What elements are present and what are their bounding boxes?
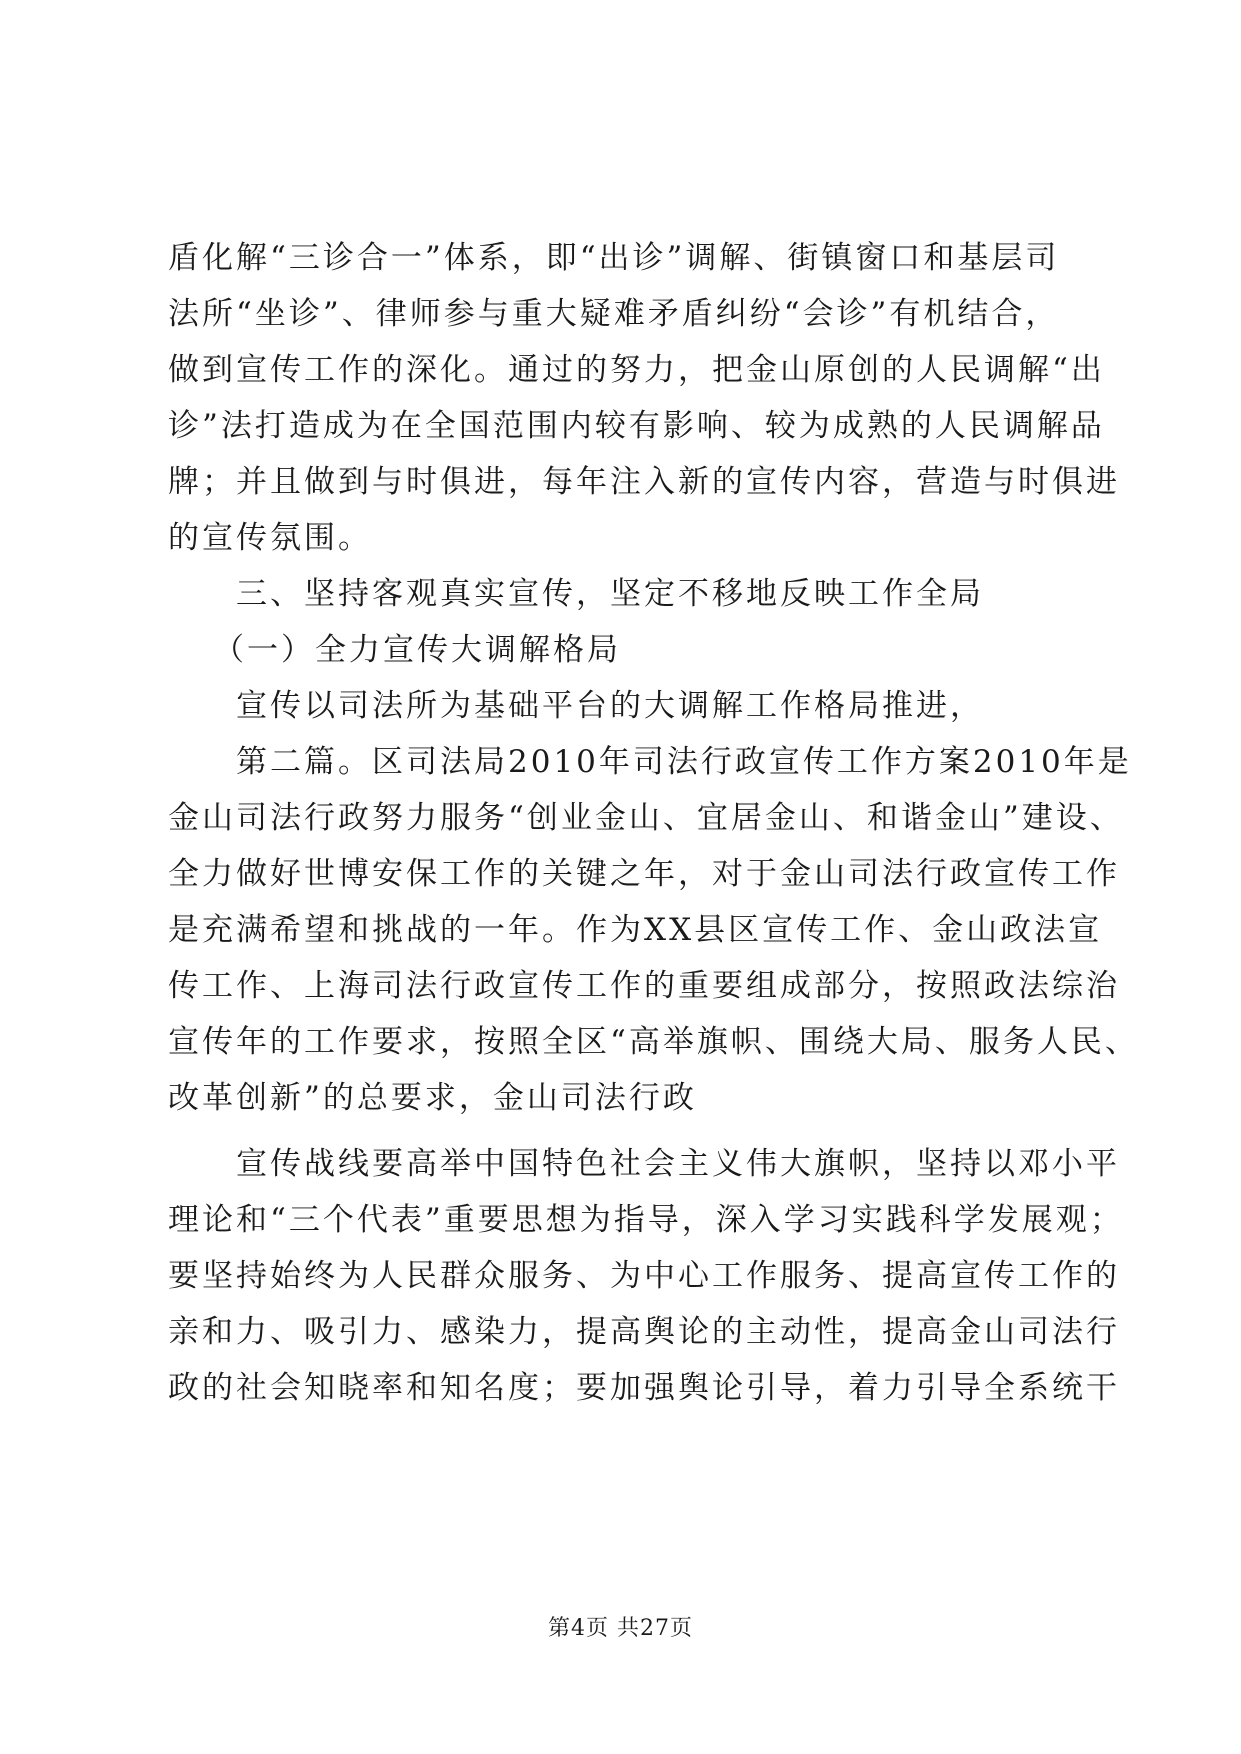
page-number-footer: 第4页 共27页: [548, 1616, 693, 1641]
document-page: 盾化解“三诊合一”体系，即“出诊”调解、街镇窗口和基层司 法所“坐诊”、律师参与重大疑难矛盾纠纷“会诊”有机结合， 做到宣传工作的深化。通过的努力，把金山原创的人民调解“出 诊”法打造成为在全国范围内较有影响、较为成熟的人民调解品 牌；并且做到与时俱进，每年注入新的宣传内容，营造与时俱进 的宣传氛围。 三、坚持客观真实宣传，坚定不移地反映工作全局 （一）全力宣传大调解格局 宣传以司法所为基础平台的大调解工作格局推进， 第二篇。区司法局2010年司法行政宣传工作方案2010年是 金山司法行政努力服务“创业金山、宜居金山、和谐金山”建设、 全力做好世博安保工作的关键之年，对于金山司法行政宣传工作 是充满希望和挑战的一年。作为XX县区宣传工作、金山政法宣 传工作、上海司法行政宣传工作的重要组成部分，按照政法综治 宣传年的工作要求，按照全区“高举旗帜、围绕大局、服务人民、 改革创新”的总要求，金山司法行政 宣传战线要高举中国特色社会主义伟大旗帜，坚持以邓小平 理论和“三个代表”重要思想为指导，深入学习实践科学发展观； 要坚持始终为人民群众服务、为中心工作服务、提高宣传工作的 亲和力、吸引力、感染力，提高舆论的主动性，提高金山司法行 政的社会知晓率和知名度；要加强舆论引导，着力引导全系统干 第4页 共27页: [0, 0, 1241, 1754]
